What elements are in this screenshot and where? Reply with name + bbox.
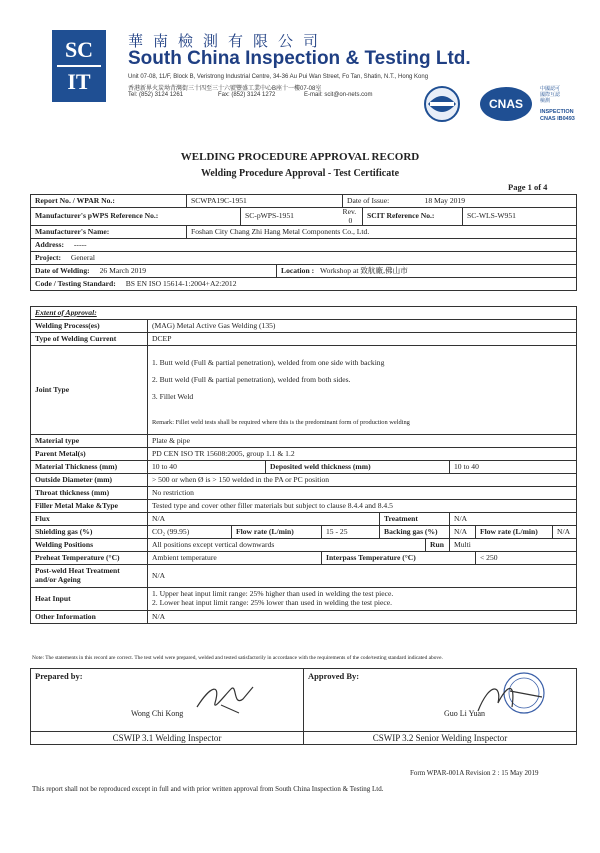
backing-value: N/A [450,526,476,539]
process-value: (MAG) Metal Active Gas Welding (135) [148,320,577,333]
note-text: Note: The statements in this record are correct. The test weld were prepared, welded and tested satisfactorily in accordance with the requirements of the code/testing standard indicated above. [32,655,443,661]
report-no-value: SCWPA19C-1951 [187,195,343,208]
company-logo [52,30,106,102]
flux-value: N/A [148,513,380,526]
filler-label: Filler Metal Make &Type [31,500,148,513]
company-address-en: Unit 07-08, 11/F, Block B, Veristrong Industrial Centre, 34-36 Au Pui Wan Street, Fo Tan, Shatin, N.T., Hong Kong [128,74,429,80]
company-address-cn: 香港新界火炭坳背灣街三十四至三十六號豐盛工業中心B座十一樓07-08室 [128,86,322,92]
address-label: Address: [35,240,64,250]
flow-value: 15 - 25 [322,526,380,539]
pwps-label: Manufacturer's pWPS Reference No.: [31,208,241,226]
throat-label: Throat thickness (mm) [31,487,148,500]
heat-item-2: 2. Lower heat input limit range: 25% lower than used in welding the test piece. [152,598,392,607]
prepared-signature-icon [191,677,261,717]
backing-label: Backing gas (%) [380,526,450,539]
other-value: N/A [148,611,577,624]
flow2-label: Flow rate (L/min) [476,526,553,539]
accr-en: INSPECTION [540,109,574,115]
rev-value: 0 [348,215,353,225]
company-name-cn: 華南檢測有限公司 [128,32,329,50]
logo-text-bottom: IT [67,69,91,94]
prepared-title: CSWIP 3.1 Welding Inspector [31,732,304,745]
code-label: Code / Testing Standard: [35,279,116,289]
heat-item-1: 1. Upper heat input limit range: 25% higher than used in welding the test piece. [152,589,394,599]
cnas-mark-icon [480,87,532,121]
deposited-value: 10 to 40 [450,461,577,474]
prepared-label: Prepared by: [35,671,83,681]
approved-label: Approved By: [308,671,360,681]
treatment-value: N/A [450,513,577,526]
page-number: Page 1 of 4 [508,182,548,192]
thickness-label: Material Thickness (mm) [31,461,148,474]
joint-item-3: 3. Fillet Weld [152,392,194,401]
header-table [30,194,577,291]
accr-cn: 中國認可國際互認檢測 [540,86,561,104]
approved-signature-stamp-icon [472,669,552,728]
company-email: E-mail: scit@on-nets.com [304,92,373,98]
document-subtitle: Welding Procedure Approval - Test Certificate [200,168,400,179]
rev-label: Rev. [342,207,357,216]
logo-text-top: SC [64,37,94,62]
manufacturer-value: Foshan City Chang Zhi Hang Metal Components Co., Ltd. [187,226,577,239]
pwht-value: N/A [148,565,577,588]
ilac-mark-icon [425,87,459,121]
scit-ref-label: SCIT Reference No.: [363,208,463,226]
flow2-value: N/A [553,526,577,539]
accr-no: CNAS IB0493 [540,116,575,122]
joint-label: Joint Type [31,346,148,435]
treatment-label: Treatment [380,513,450,526]
cnas-text: CNAS [488,97,524,111]
pwps-value: SC-pWPS-1951 [241,208,343,226]
positions-label: Welding Positions [31,539,148,552]
parent-value: PD CEN ISO TR 15608:2005, group 1.1 & 1.2 [148,448,577,461]
date-welding-label: Date of Welding: [35,266,90,276]
accreditation-marks [418,80,594,132]
approved-title: CSWIP 3.2 Senior Welding Inspector [304,732,577,745]
material-type-value: Plate & pipe [148,435,577,448]
project-value: General [70,253,95,263]
joint-item-1: 1. Butt weld (Full & partial penetration), welded from one side with backing [152,358,385,367]
company-fax: Fax: (852) 3124 1272 [218,92,276,98]
form-revision: Form WPAR-001A Revision 2 : 15 May 2019 [410,769,539,777]
project-label: Project: [35,253,61,263]
pwht-label: Post-weld Heat Treatment and/or Ageing [31,565,148,588]
date-issue-value: 18 May 2019 [421,195,577,208]
positions-value: All positions except vertical downwards [148,539,426,552]
current-label: Type of Welding Current [31,333,148,346]
heat-label: Heat Input [31,588,148,611]
throat-value: No restriction [148,487,577,500]
thickness-value: 10 to 40 [148,461,266,474]
extent-label: Extent of Approval: [31,307,577,320]
interpass-value: < 250 [476,552,577,565]
scit-ref-value: SC-WLS-W951 [463,208,577,226]
flow-label: Flow rate (L/min) [232,526,322,539]
flux-label: Flux [31,513,148,526]
material-type-label: Material type [31,435,148,448]
location-value: Workshop at 致航廠,佛山市 [320,266,408,276]
preheat-value: Ambient temperature [148,552,322,565]
filler-value: Tested type and cover other filler materials but subject to clause 8.4.4 and 8.4.5 [148,500,577,513]
preheat-label: Preheat Temperature (°C) [31,552,148,565]
deposited-label: Deposited weld thickness (mm) [266,461,450,474]
location-label: Location : [281,266,315,276]
signature-table [30,668,577,745]
current-value: DCEP [148,333,577,346]
logo-divider [57,65,101,67]
approved-name: Guo Li Yuan [444,709,486,718]
date-welding-value: 26 March 2019 [99,266,147,276]
shield-label: Shielding gas (%) [31,526,148,539]
document-title: WELDING PROCEDURE APPROVAL RECORD [180,151,420,163]
code-value: BS EN ISO 15614-1:2004+A2:2012 [125,279,237,289]
run-value: Multi [450,539,577,552]
interpass-label: Interpass Temperature (°C) [322,552,476,565]
od-label: Outside Diameter (mm) [31,474,148,487]
reproduction-notice: This report shall not be reproduced except in full and with prior written approval from South China Inspection & Testing Ltd. [32,785,384,793]
other-label: Other Information [31,611,148,624]
process-label: Welding Process(es) [31,320,148,333]
od-value: > 500 or when Ø is > 150 welded in the PA or PC position [148,474,577,487]
report-no-label: Report No. / WPAR No.: [31,195,187,208]
company-tel: Tel: (852) 3124 1261 [128,92,184,98]
prepared-name: Wong Chi Kong [131,709,184,718]
approval-table [30,306,577,624]
date-issue-label: Date of Issue: [343,195,421,208]
address-value: ----- [73,240,87,250]
joint-remark: Remark: Fillet weld tests shall be required where this is the predominant form of production welding [152,419,410,426]
run-label: Run [426,539,450,552]
company-name-en: South China Inspection & Testing Ltd. [128,48,471,69]
parent-label: Parent Metal(s) [31,448,148,461]
shield-value: CO₂ (99.95) [148,526,232,539]
joint-item-2: 2. Butt weld (Full & partial penetration), welded from both sides. [152,375,351,384]
manufacturer-label: Manufacturer's Name: [31,226,187,239]
